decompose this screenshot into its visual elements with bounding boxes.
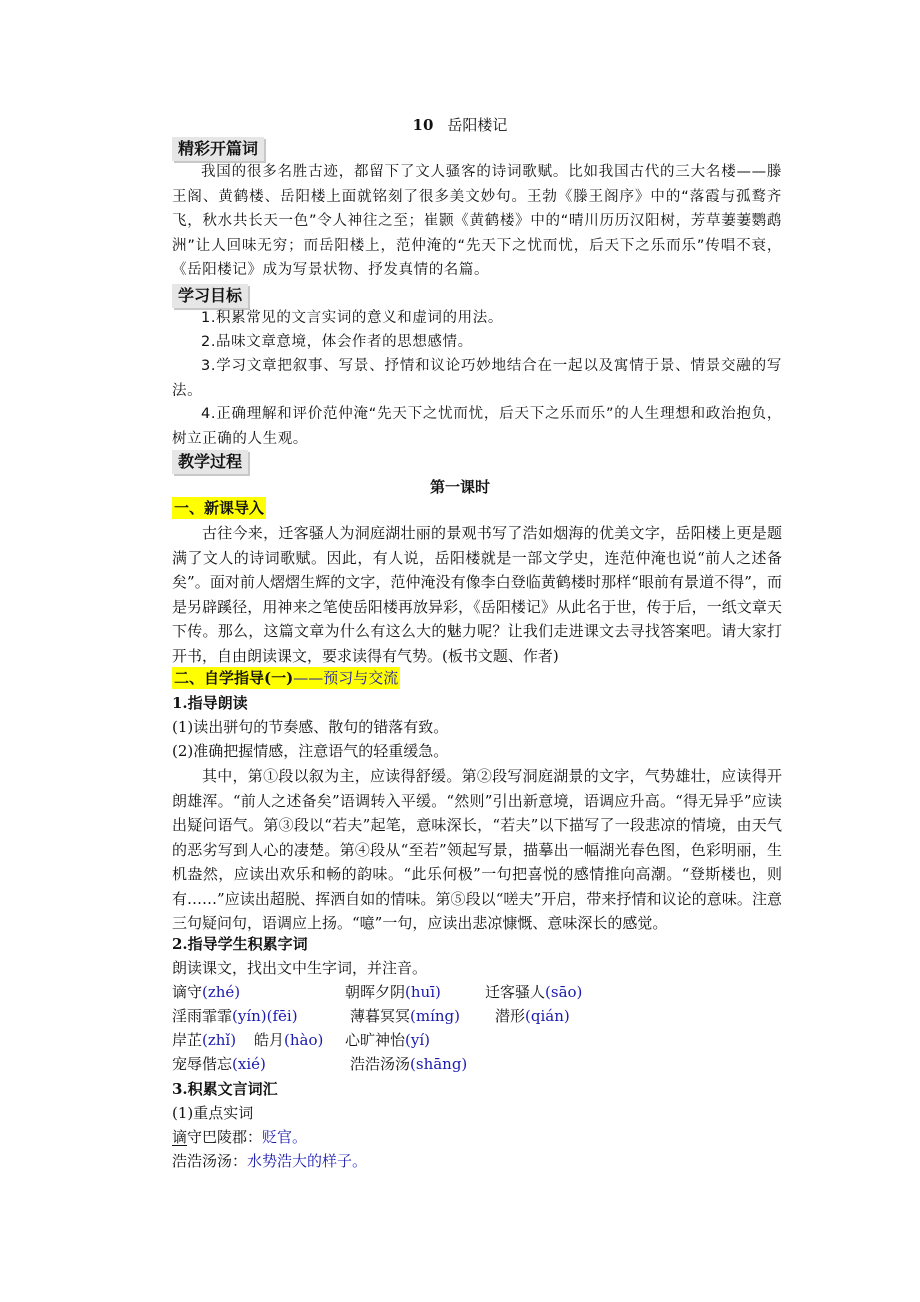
part2-heading-main: 二、自学指导(一) xyxy=(174,669,294,687)
section-tag-process: 教学过程 xyxy=(172,450,248,474)
part1-paragraph: 古往今来，迁客骚人为洞庭湖壮丽的景观书写了浩如烟海的优美文字，岳阳楼上更是题满了文人的诗词歌赋。因此，有人说，岳阳楼就是一部文学史，连范仲淹也说“前人之述备矣”。面对前人熠熠生辉的文字，范仲淹没有像李白登临黄鹤楼时那样“眼前有景道不得”，而是另辟蹊径，用神来之笔使岳阳楼再放异彩，《岳阳楼记》从此名于世，传于后，一纸文章天下传。那么，这篇文章为什么有这么大的魅力呢？让我们走进课文去寻找答案吧。请大家打开书，自由朗读课文，要求读得有气势。(板书文题、作者) xyxy=(172,524,782,665)
goal-item-4: 4.正确理解和评价范仲淹“先天下之忧而忧，后天下之乐而乐”的人生理想和政治抱负，树立正确的人生观。 xyxy=(172,406,782,447)
lesson-title xyxy=(0,114,920,135)
lesson-number: 10 xyxy=(412,116,434,134)
reading-item-2: (2)准确把握情感，注意语气的轻重缓急。 xyxy=(172,742,449,760)
words-instruction: 朗读课文，找出文中生字词，并注音。 xyxy=(172,959,428,977)
vocab-entry: 浩浩汤汤：水势浩大的样子。 xyxy=(172,1152,368,1170)
subsection-vocab-title: 3.积累文言词汇 xyxy=(172,1080,278,1098)
word-entry: 淫雨霏霏(yín)(fēi) xyxy=(172,1007,298,1025)
part1-heading: 一、新课导入 xyxy=(174,499,265,517)
word-entry: 潜形(qián) xyxy=(495,1007,570,1025)
reading-paragraph: 其中，第①段以叙为主，应读得舒缓。第②段写洞庭湖景的文字，气势雄壮，应读得开朗雄浑。“前人之述备矣”语调转入平缓。“然则”引出新意境，语调应升高。“得无异乎”应读出疑问语气。第③段以“若夫”起笔，意味深长，“若夫”以下描写了一段悲凉的情境，由天气的恶劣写到人心的凄楚。第④段从“至若”领起写景，描摹出一幅湖光春色图，色彩明丽，生机盎然，应读出欢乐和畅的韵味。“此乐何极”一句把喜悦的感情推向高潮。“登斯楼也，则有……”应读出超脱、挥洒自如的情味。第⑤段以“嗟夫”开启，带来抒情和议论的意味。注意三句疑问句，语调应上扬。“噫”一句，应读出悲凉慷慨、意味深长的感觉。 xyxy=(172,767,782,932)
goal-item-3: 3.学习文章把叙事、写景、抒情和议论巧妙地结合在一起以及寓情于景、情景交融的写法。 xyxy=(172,358,782,399)
word-entry: 皓月(hào) xyxy=(254,1031,324,1049)
section-tag-opening: 精彩开篇词 xyxy=(172,137,264,161)
word-entry: 岸芷(zhǐ) xyxy=(172,1031,237,1049)
subsection-reading-title: 1.指导朗读 xyxy=(172,694,248,712)
word-entry: 宠辱偕忘(xié) xyxy=(172,1055,266,1073)
word-entry: 迁客骚人(sāo) xyxy=(485,983,583,1001)
lesson-name: 岳阳楼记 xyxy=(447,116,508,134)
section-tag-goals: 学习目标 xyxy=(172,284,248,308)
lesson-period-heading: 第一课时 xyxy=(429,478,490,496)
reading-item-1: (1)读出骈句的节奏感、散句的错落有致。 xyxy=(172,718,449,736)
vocab-subheading: (1)重点实词 xyxy=(172,1104,254,1122)
vocab-entry: 谪守巴陵郡：贬官。 xyxy=(172,1128,308,1146)
word-entry: 心旷神怡(yí) xyxy=(345,1031,430,1049)
goal-item-1: 1.积累常见的文言实词的意义和虚词的用法。 xyxy=(201,310,503,326)
word-entry: 谪守(zhé) xyxy=(172,983,241,1001)
subsection-words-title: 2.指导学生积累字词 xyxy=(172,935,308,953)
part2-heading-sub: ——预习与交流 xyxy=(293,669,399,687)
part2-heading xyxy=(172,667,400,689)
word-entry: 浩浩汤汤(shāng) xyxy=(350,1055,468,1073)
word-entry: 薄暮冥冥(míng) xyxy=(350,1007,461,1025)
word-entry: 朝晖夕阴(huī) xyxy=(345,983,441,1001)
goal-item-2: 2.品味文章意境，体会作者的思想感情。 xyxy=(201,334,473,350)
opening-paragraph: 我国的很多名胜古迹，都留下了文人骚客的诗词歌赋。比如我国古代的三大名楼——滕王阁、黄鹤楼、岳阳楼上面就铭刻了很多美文妙句。王勃《滕王阁序》中的“落霞与孤鹜齐飞，秋水共长天一色”令人神往之至；崔颢《黄鹤楼》中的“晴川历历汉阳树，芳草萋萋鹦鹉洲”让人回味无穷；而岳阳楼上，范仲淹的“先天下之忧而忧，后天下之乐而乐”传唱不衰，《岳阳楼记》成为写景状物、抒发真情的名篇。 xyxy=(172,164,782,278)
